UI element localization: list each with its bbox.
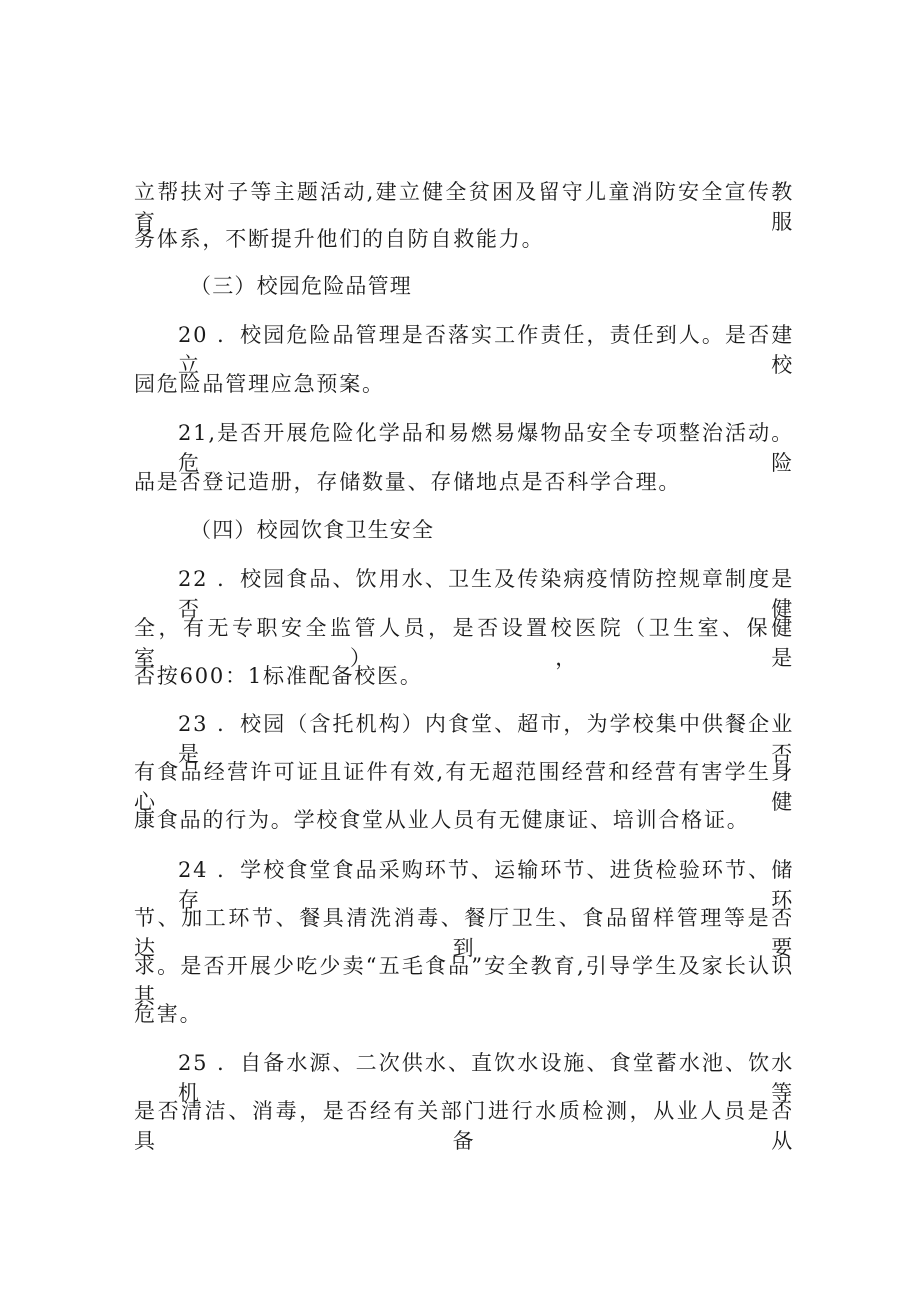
paragraph-line: 务体系，不断提升他们的自防自救能力。 — [134, 227, 545, 251]
item-24-line: 危害。 — [134, 1002, 203, 1026]
item-24-line: 节、加工环节、餐具清洗消毒、餐厅卫生、食品留样管理等是否达到要 — [134, 906, 794, 960]
item-24-line: 求。是否开展少吃少卖“五毛食品”安全教育,引导学生及家长认识其 — [134, 954, 794, 1008]
item-22-line: 否按600：1标准配备校医。 — [134, 664, 423, 688]
item-23-line: 康食品的行为。学校食堂从业人员有无健康证、培训合格证。 — [134, 808, 750, 832]
item-20-line: 园危险品管理应急预案。 — [134, 372, 385, 396]
section-heading-3: （三）校园危险品管理 — [190, 274, 412, 298]
item-23-line: 有食品经营许可证且证件有效,有无超范围经营和经营有害学生身心健 — [134, 760, 794, 814]
paragraph-line: 立帮扶对子等主题活动,建立健全贫困及留守儿童消防安全宣传教育服 — [134, 180, 794, 234]
item-21-line: 品是否登记造册，存储数量、存储地点是否科学合理。 — [134, 470, 682, 494]
item-22-line: 全，有无专职安全监管人员，是否设置校医院（卫生室、保健室），是 — [134, 616, 794, 670]
item-24-line: 24 ．学校食堂食品采购环节、运输环节、进货检验环节、储存环 — [178, 858, 794, 912]
item-21-line: 21,是否开展危险化学品和易燃易爆物品安全专项整治活动。危险 — [178, 421, 794, 475]
item-25-line: 25 ．自备水源、二次供水、直饮水设施、食堂蓄水池、饮水机等 — [178, 1051, 794, 1105]
item-25-line: 是否清洁、消毒，是否经有关部门进行水质检测，从业人员是否具备从 — [134, 1099, 794, 1153]
section-heading-4: （四）校园饮食卫生安全 — [190, 518, 435, 542]
item-22-line: 22 ．校园食品、饮用水、卫生及传染病疫情防控规章制度是否健 — [178, 567, 794, 621]
item-20-line: 20 ．校园危险品管理是否落实工作责任，责任到人。是否建立校 — [178, 323, 794, 377]
item-23-line: 23 ．校园（含托机构）内食堂、超市，为学校集中供餐企业是否 — [178, 712, 794, 766]
